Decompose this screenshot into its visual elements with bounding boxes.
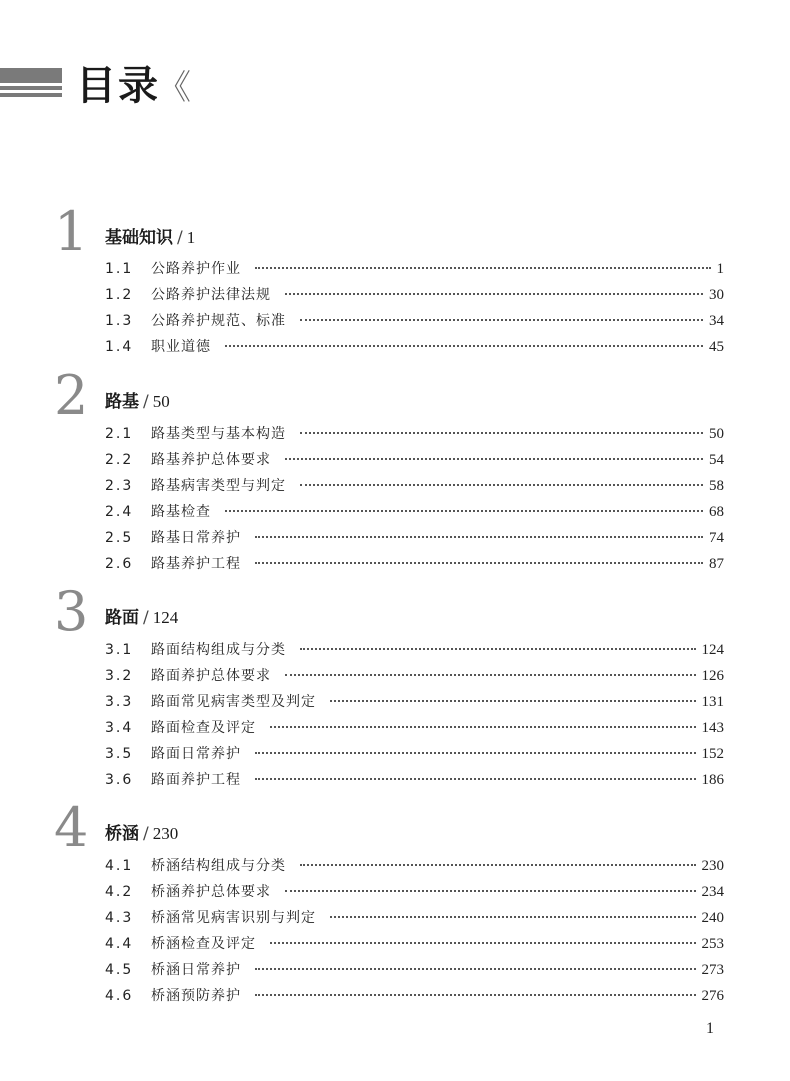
entry-number: 4.3 xyxy=(105,910,134,926)
chapter-title-text: 路基 xyxy=(105,392,139,412)
entry-title: 路基病害类型与判定 xyxy=(151,478,286,494)
toc-entry[interactable] xyxy=(105,527,724,549)
entry-number: 2.1 xyxy=(105,426,134,442)
toc-entry[interactable] xyxy=(105,501,724,523)
entry-title: 路面日常养护 xyxy=(151,746,241,762)
chapter-title[interactable] xyxy=(105,227,195,249)
entry-title: 桥涵常见病害识别与判定 xyxy=(151,910,316,926)
dot-leader xyxy=(255,993,696,996)
chapter-separator: / xyxy=(177,228,183,248)
entry-page: 240 xyxy=(701,910,724,926)
entry-title: 桥涵日常养护 xyxy=(151,962,241,978)
dot-leader xyxy=(255,751,696,754)
entry-title: 路基日常养护 xyxy=(151,530,241,546)
entry-number: 2.6 xyxy=(105,556,134,572)
entry-page: 68 xyxy=(709,504,724,520)
toc-entry[interactable] xyxy=(105,933,724,955)
toc-entry[interactable] xyxy=(105,691,724,713)
chapter-title-text: 路面 xyxy=(105,608,139,628)
toc-entry[interactable] xyxy=(105,743,724,765)
entry-title: 桥涵养护总体要求 xyxy=(151,884,271,900)
entry-title: 桥涵预防养护 xyxy=(151,988,241,1004)
dot-leader xyxy=(300,863,696,866)
entry-title: 路面养护工程 xyxy=(151,772,241,788)
entry-title: 路基养护工程 xyxy=(151,556,241,572)
dot-leader xyxy=(255,561,703,564)
dot-leader xyxy=(300,483,703,486)
page-number: 1 xyxy=(706,1020,714,1037)
entry-title: 路面养护总体要求 xyxy=(151,668,271,684)
entry-page: 74 xyxy=(709,530,724,546)
entry-number: 4.1 xyxy=(105,858,134,874)
toc-entry[interactable] xyxy=(105,475,724,497)
entry-title: 公路养护法律法规 xyxy=(151,287,271,303)
entry-number: 4.6 xyxy=(105,988,134,1004)
entry-number: 1.2 xyxy=(105,287,134,303)
dot-leader xyxy=(300,318,703,321)
toc-entry[interactable] xyxy=(105,959,724,981)
entry-page: 50 xyxy=(709,426,724,442)
entry-page: 1 xyxy=(716,261,724,277)
entry-page: 54 xyxy=(709,452,724,468)
chapter-page: 50 xyxy=(152,392,170,411)
dot-leader xyxy=(285,889,696,892)
toc-entry[interactable] xyxy=(105,639,724,661)
chapter-title[interactable] xyxy=(105,607,178,629)
toc-entry[interactable] xyxy=(105,855,724,877)
entry-page: 45 xyxy=(709,339,724,355)
entry-number: 3.1 xyxy=(105,642,134,658)
toc-entry[interactable] xyxy=(105,665,724,687)
entry-title: 路面结构组成与分类 xyxy=(151,642,286,658)
entry-page: 276 xyxy=(701,988,724,1004)
chapter-title-text: 桥涵 xyxy=(105,824,139,844)
toc-entry[interactable] xyxy=(105,881,724,903)
dot-leader xyxy=(285,457,703,460)
entry-number: 2.2 xyxy=(105,452,134,468)
dot-leader xyxy=(225,344,703,347)
entry-page: 143 xyxy=(701,720,724,736)
entry-number: 2.3 xyxy=(105,478,134,494)
dot-leader xyxy=(270,941,696,944)
chapter-page: 1 xyxy=(186,228,196,247)
chapter-separator: / xyxy=(143,392,149,412)
header-bar-decoration xyxy=(0,68,62,98)
chapter-separator: / xyxy=(143,824,149,844)
entry-title: 路面常见病害类型及判定 xyxy=(151,694,316,710)
dot-leader xyxy=(330,915,696,918)
entry-page: 152 xyxy=(701,746,724,762)
entry-number: 2.4 xyxy=(105,504,134,520)
chapter-number: 2 xyxy=(54,364,89,427)
chapter-page: 124 xyxy=(152,608,179,627)
entry-title: 桥涵结构组成与分类 xyxy=(151,858,286,874)
entry-page: 131 xyxy=(701,694,724,710)
dot-leader xyxy=(300,647,696,650)
chapter-number: 1 xyxy=(54,200,89,263)
toc-entry[interactable] xyxy=(105,258,724,280)
toc-entry[interactable] xyxy=(105,284,724,306)
dot-leader xyxy=(255,535,703,538)
dot-leader xyxy=(330,699,696,702)
entry-page: 34 xyxy=(709,313,724,329)
entry-page: 58 xyxy=(709,478,724,494)
entry-page: 30 xyxy=(709,287,724,303)
dot-leader xyxy=(225,509,703,512)
entry-page: 253 xyxy=(701,936,724,952)
chapter-page: 230 xyxy=(152,824,179,843)
toc-entry[interactable] xyxy=(105,717,724,739)
entry-number: 1.1 xyxy=(105,261,134,277)
entry-number: 4.4 xyxy=(105,936,134,952)
entry-page: 230 xyxy=(701,858,724,874)
entry-page: 234 xyxy=(701,884,724,900)
chapter-title[interactable] xyxy=(105,823,178,845)
dot-leader xyxy=(255,777,696,780)
entry-number: 3.4 xyxy=(105,720,134,736)
entry-page: 126 xyxy=(701,668,724,684)
toc-entry[interactable] xyxy=(105,310,724,332)
dot-leader xyxy=(270,725,696,728)
entry-number: 4.2 xyxy=(105,884,134,900)
entry-number: 1.3 xyxy=(105,313,134,329)
toc-entry[interactable] xyxy=(105,907,724,929)
dot-leader xyxy=(285,673,696,676)
chapter-title-text: 基础知识 xyxy=(105,228,173,248)
toc-entry[interactable] xyxy=(105,985,724,1007)
page-title: 目录 xyxy=(76,62,160,109)
toc-entry[interactable] xyxy=(105,423,724,445)
dot-leader xyxy=(255,266,711,269)
entry-title: 公路养护规范、标准 xyxy=(151,313,286,329)
entry-number: 3.5 xyxy=(105,746,134,762)
entry-page: 186 xyxy=(701,772,724,788)
chapter-separator: / xyxy=(143,608,149,628)
entry-page: 273 xyxy=(701,962,724,978)
toc-entry[interactable] xyxy=(105,553,724,575)
toc-entry[interactable] xyxy=(105,336,724,358)
chapter-title[interactable] xyxy=(105,391,170,413)
chapter-number: 3 xyxy=(54,580,89,643)
entry-title: 公路养护作业 xyxy=(151,261,241,277)
entry-number: 2.5 xyxy=(105,530,134,546)
entry-number: 1.4 xyxy=(105,339,134,355)
dot-leader xyxy=(300,431,703,434)
entry-number: 3.3 xyxy=(105,694,134,710)
entry-title: 职业道德 xyxy=(151,339,211,355)
entry-title: 桥涵检查及评定 xyxy=(151,936,256,952)
entry-title: 路基养护总体要求 xyxy=(151,452,271,468)
toc-entry[interactable] xyxy=(105,449,724,471)
chapter-number: 4 xyxy=(54,796,89,859)
entry-title: 路面检查及评定 xyxy=(151,720,256,736)
toc-entry[interactable] xyxy=(105,769,724,791)
entry-page: 124 xyxy=(701,642,724,658)
entry-title: 路基类型与基本构造 xyxy=(151,426,286,442)
dot-leader xyxy=(255,967,696,970)
dot-leader xyxy=(285,292,703,295)
chevron-left-icon: 《 xyxy=(157,68,191,108)
entry-title: 路基检查 xyxy=(151,504,211,520)
entry-number: 4.5 xyxy=(105,962,134,978)
entry-number: 3.6 xyxy=(105,772,134,788)
entry-page: 87 xyxy=(709,556,724,572)
entry-number: 3.2 xyxy=(105,668,134,684)
